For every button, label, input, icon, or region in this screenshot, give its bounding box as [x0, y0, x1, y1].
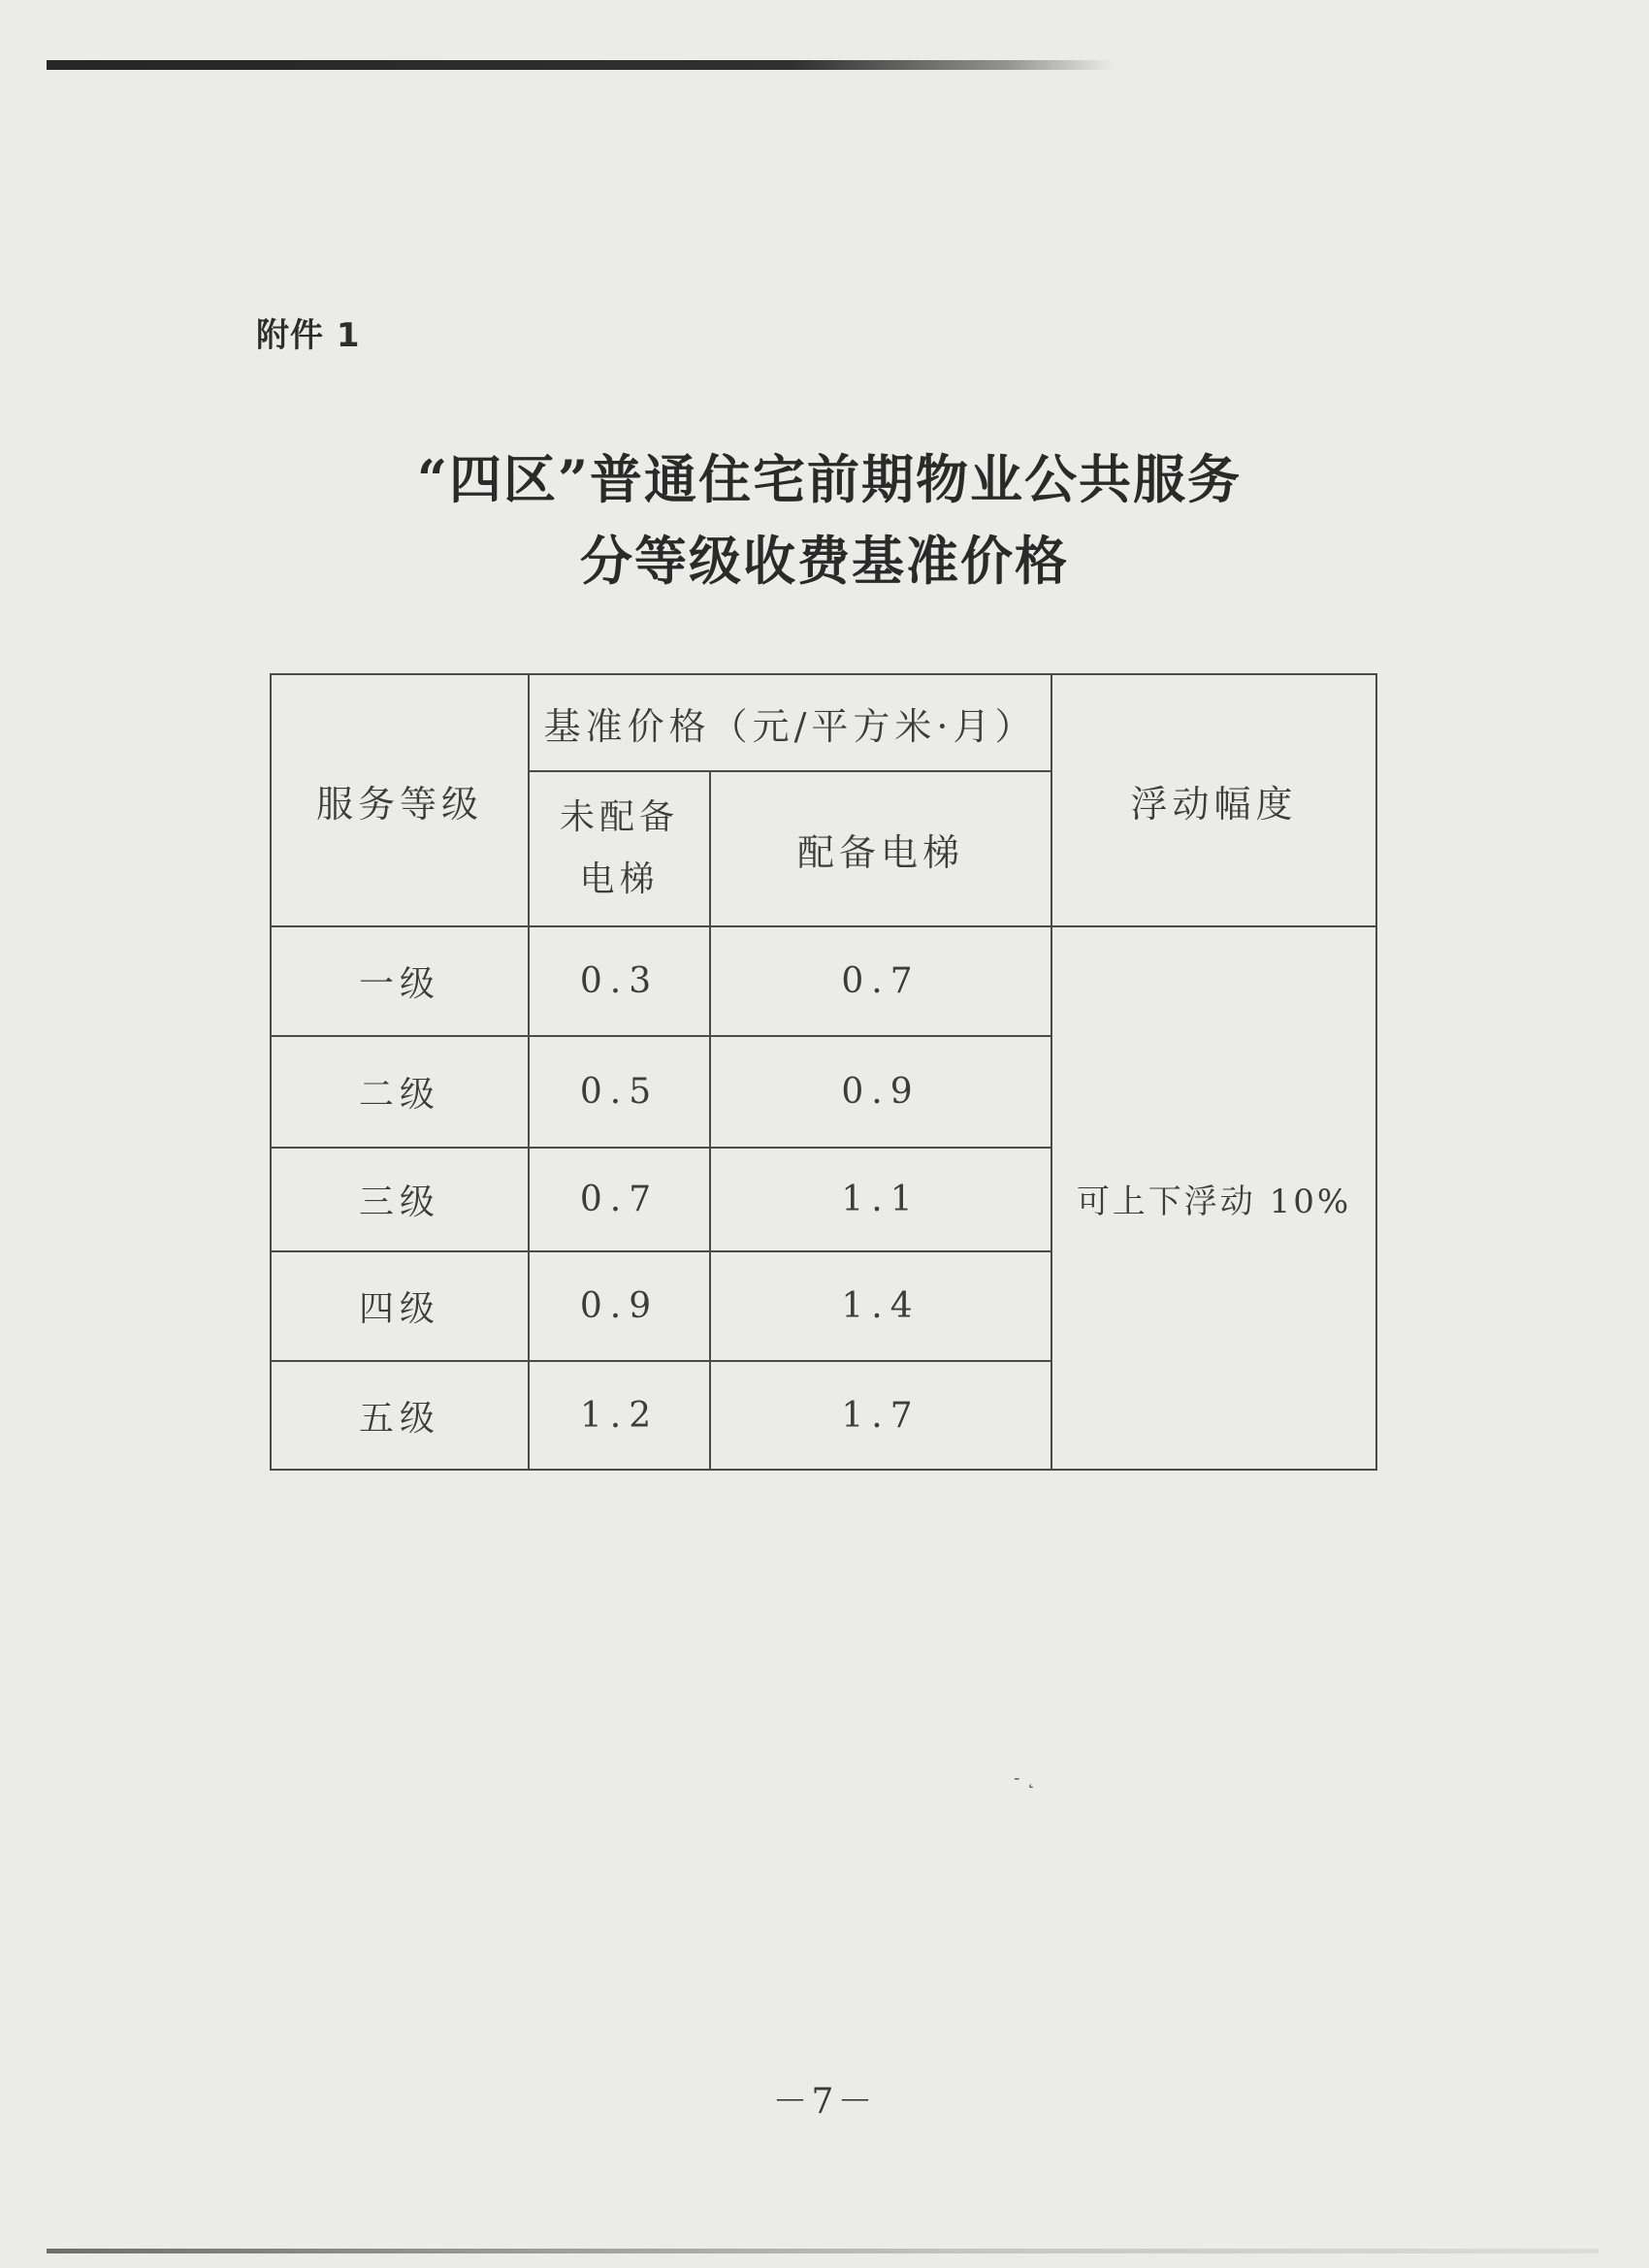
- header-base-price: 基准价格（元/平方米·月）: [529, 674, 1051, 771]
- document-title-line-1: “四区”普通住宅前期物业公共服务: [416, 448, 1243, 510]
- price-with-elevator-cell: 1.7: [710, 1361, 1051, 1470]
- service-level-cell: 二级: [271, 1036, 529, 1148]
- price-no-elevator-cell: 1.2: [529, 1361, 710, 1470]
- service-level-cell: 五级: [271, 1361, 529, 1470]
- header-service-level: 服务等级: [271, 674, 529, 926]
- service-level-cell: 一级: [271, 926, 529, 1036]
- page-number: －7－: [772, 2082, 877, 2122]
- price-with-elevator-cell: 0.7: [710, 926, 1051, 1036]
- header-no-elevator: [529, 771, 710, 926]
- float-range-cell: 可上下浮动 10%: [1051, 926, 1376, 1470]
- top-rule: [47, 60, 1114, 70]
- attachment-label: 附件 1: [256, 316, 361, 355]
- scan-speck: ˗ ˛: [1014, 1766, 1036, 1789]
- price-no-elevator-cell: 0.7: [529, 1148, 710, 1251]
- price-no-elevator-cell: 0.9: [529, 1251, 710, 1361]
- bottom-rule: [47, 2249, 1599, 2253]
- service-level-cell: 四级: [271, 1251, 529, 1361]
- price-with-elevator-cell: 1.4: [710, 1251, 1051, 1361]
- document-title: [0, 438, 1649, 601]
- header-float-range: 浮动幅度: [1051, 674, 1376, 926]
- header-no-elevator-text: 未配备电梯: [559, 797, 679, 899]
- price-no-elevator-cell: 0.3: [529, 926, 710, 1036]
- service-level-cell: 三级: [271, 1148, 529, 1251]
- price-table: [270, 673, 1377, 1471]
- table-row: [271, 926, 1376, 1036]
- price-with-elevator-cell: 1.1: [710, 1148, 1051, 1251]
- price-no-elevator-cell: 0.5: [529, 1036, 710, 1148]
- header-with-elevator: 配备电梯: [710, 771, 1051, 926]
- price-with-elevator-cell: 0.9: [710, 1036, 1051, 1148]
- document-title-line-2: 分等级收费基准价格: [580, 530, 1069, 592]
